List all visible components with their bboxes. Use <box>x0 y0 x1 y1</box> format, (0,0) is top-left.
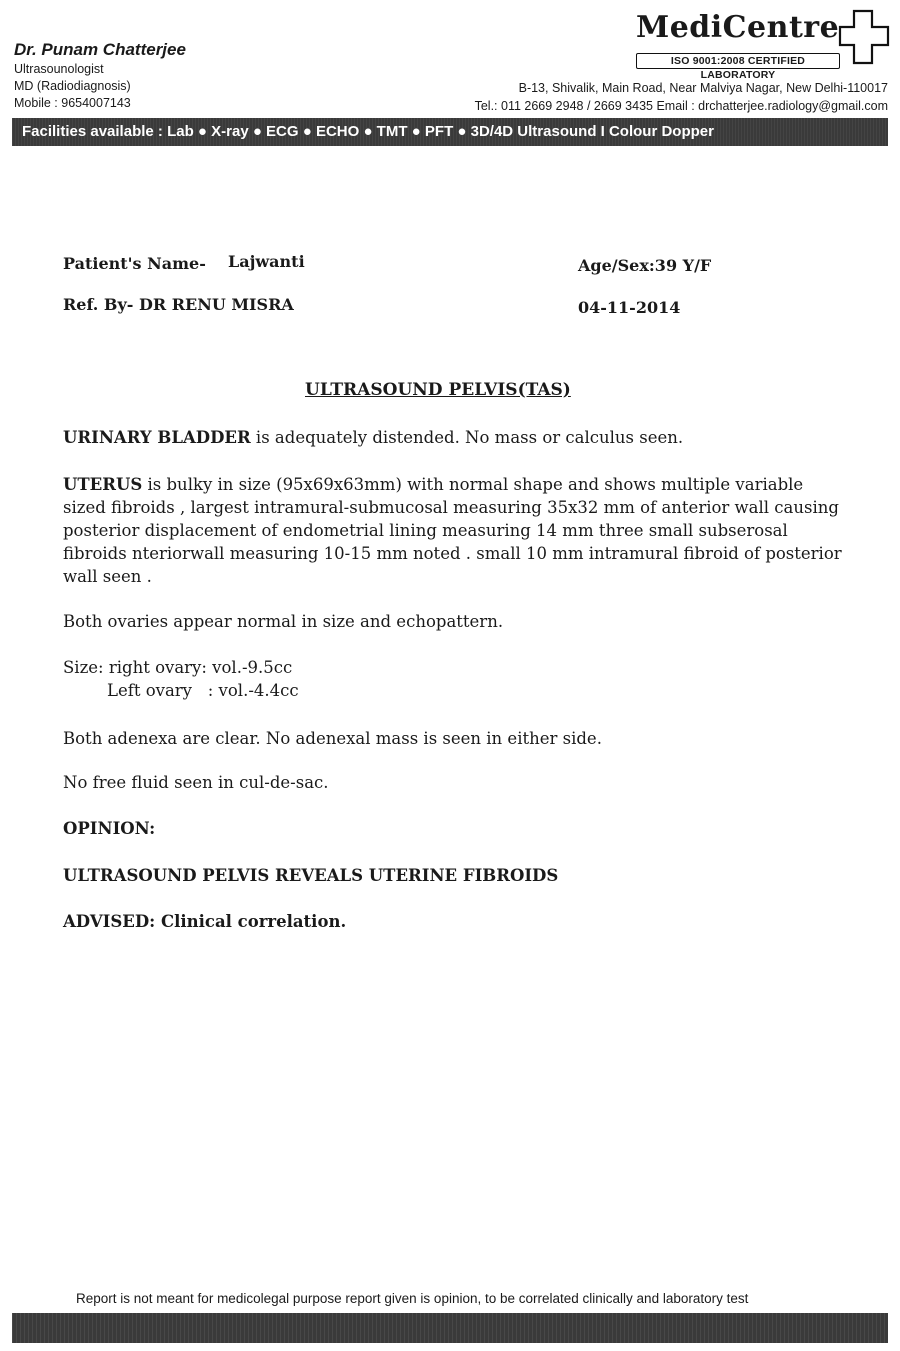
doctor-name: Dr. Punam Chatterjee <box>14 40 186 59</box>
footer-bar <box>12 1313 888 1343</box>
certification-badge: ISO 9001:2008 CERTIFIED LABORATORY <box>636 53 840 69</box>
bladder-label: URINARY BLADDER <box>63 428 251 447</box>
advised-text: ADVISED: Clinical correlation. <box>63 912 347 931</box>
footer-disclaimer: Report is not meant for medicolegal purpose report given is opinion, to be correlated clinically and laboratory test <box>76 1291 749 1306</box>
clinic-contact: Tel.: 011 2669 2948 / 2669 3435 Email : drchatterjee.radiology@gmail.com <box>474 99 888 113</box>
clinic-address: B-13, Shivalik, Main Road, Near Malviya Nagar, New Delhi-110017 <box>518 81 888 95</box>
doctor-title: Ultrasounologist <box>14 62 104 76</box>
uterus-finding <box>63 473 843 588</box>
opinion-label: OPINION: <box>63 819 156 838</box>
doctor-qualification: MD (Radiodiagnosis) <box>14 79 131 93</box>
uterus-label: UTERUS <box>63 475 143 494</box>
doctor-mobile: Mobile : 9654007143 <box>14 96 131 110</box>
report-date: 04-11-2014 <box>578 298 681 317</box>
adnexa-finding: Both adenexa are clear. No adenexal mass is seen in either side. <box>63 729 602 748</box>
facilities-bar: Facilities available : Lab ● X-ray ● ECG ● ECHO ● TMT ● PFT ● 3D/4D Ultrasound I Colour Dopper <box>12 118 888 146</box>
referred-by: Ref. By- DR RENU MISRA <box>63 295 294 314</box>
uterus-text: is bulky in size (95x69x63mm) with normal shape and shows multiple variable sized fibroids , largest intramural-submucosal measuring 35x32 mm of anterior wall causing posterior displacement of endometrial lining measuring 14 mm three small subserosal fibroids nteriorwall measuring 10-15 mm noted . small 10 mm intramural fibroid of posterior wall seen . <box>63 475 842 586</box>
left-ovary-size: Left ovary : vol.-4.4cc <box>107 681 299 700</box>
fluid-finding: No free fluid seen in cul-de-sac. <box>63 773 329 792</box>
medical-cross-icon <box>838 7 890 67</box>
bladder-text: is adequately distended. No mass or calculus seen. <box>250 428 684 447</box>
patient-name-label: Patient's Name- <box>63 254 206 273</box>
opinion-text: ULTRASOUND PELVIS REVEALS UTERINE FIBROIDS <box>63 866 559 885</box>
right-ovary-size: Size: right ovary: vol.-9.5cc <box>63 658 293 677</box>
bladder-finding <box>63 426 683 449</box>
patient-name-value: Lajwanti <box>228 252 305 271</box>
medicentre-logo: MediCentre <box>636 10 840 45</box>
report-title: ULTRASOUND PELVIS(TAS) <box>305 380 571 400</box>
patient-age-sex: Age/Sex:39 Y/F <box>578 256 712 275</box>
ovaries-finding: Both ovaries appear normal in size and echopattern. <box>63 612 504 631</box>
